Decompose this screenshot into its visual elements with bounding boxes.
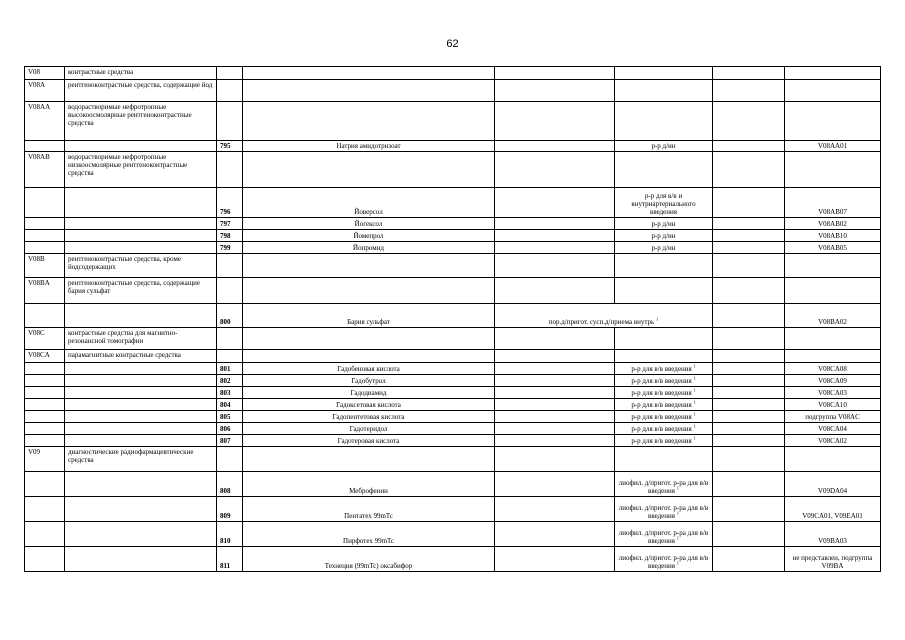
drug-name: Гадодиамид xyxy=(243,387,495,399)
atc-code xyxy=(785,278,881,304)
empty-cell xyxy=(495,497,615,522)
footnote-marker: 1 xyxy=(676,485,679,491)
dosage-form: пор.д/пригот. сусп.д/приема внутрь $^1$ xyxy=(495,304,713,328)
empty-cell xyxy=(713,141,785,152)
drug-name: Гадопентетовая кислота xyxy=(243,411,495,423)
dosage-form: р-р д/ин xyxy=(615,230,713,242)
drug-name xyxy=(243,152,495,188)
drug-name: Технеция (99mTc) оксабифор xyxy=(243,547,495,572)
atc-group-code xyxy=(25,304,65,328)
atc-group-name xyxy=(65,242,217,254)
row-number xyxy=(217,350,243,363)
drug-name xyxy=(243,447,495,472)
atc-code xyxy=(785,102,881,141)
row-number: 809 xyxy=(217,497,243,522)
dosage-form xyxy=(615,102,713,141)
dosage-form: р-р д/ин xyxy=(615,242,713,254)
atc-code: V08CA10 xyxy=(785,399,881,411)
empty-cell xyxy=(495,435,615,447)
row-number xyxy=(217,328,243,350)
atc-group-code xyxy=(25,547,65,572)
atc-group-name: диагностические радиофармацевтические средства xyxy=(65,447,217,472)
dosage-form xyxy=(615,328,713,350)
row-number: 810 xyxy=(217,522,243,547)
drug-name xyxy=(243,102,495,141)
row-number xyxy=(217,67,243,80)
atc-group-name xyxy=(65,387,217,399)
table-row xyxy=(25,242,881,254)
footnote-marker: 1 xyxy=(693,375,696,381)
atc-code xyxy=(785,447,881,472)
row-number xyxy=(217,152,243,188)
empty-cell xyxy=(713,242,785,254)
dosage-form: р-р для в/в введения $^1$ xyxy=(615,423,713,435)
row-number: 804 xyxy=(217,399,243,411)
drug-name: Гадобеновая кислота xyxy=(243,363,495,375)
empty-cell xyxy=(713,218,785,230)
drug-name xyxy=(243,278,495,304)
atc-group-name xyxy=(65,435,217,447)
atc-code: не представлен, подгруппа V09BA xyxy=(785,547,881,572)
table-row xyxy=(25,350,881,363)
empty-cell xyxy=(495,230,615,242)
drug-name xyxy=(243,80,495,102)
atc-group-code xyxy=(25,497,65,522)
footnote-marker: 1 xyxy=(676,535,679,541)
atc-group-name: контрастные средства xyxy=(65,67,217,80)
empty-cell xyxy=(713,67,785,80)
table-row xyxy=(25,522,881,547)
atc-group-name xyxy=(65,497,217,522)
empty-cell xyxy=(495,447,615,472)
empty-cell xyxy=(495,80,615,102)
atc-group-name xyxy=(65,547,217,572)
empty-cell xyxy=(495,472,615,497)
table-row xyxy=(25,152,881,188)
atc-code: V08CA03 xyxy=(785,387,881,399)
atc-code xyxy=(785,152,881,188)
empty-cell xyxy=(713,399,785,411)
atc-code: подгруппа V08AC xyxy=(785,411,881,423)
table-row xyxy=(25,278,881,304)
atc-group-code: V08C xyxy=(25,328,65,350)
table-row xyxy=(25,411,881,423)
empty-cell xyxy=(495,254,615,278)
atc-group-name xyxy=(65,141,217,152)
table-row xyxy=(25,472,881,497)
dosage-form: лиофил. д/пригот. р-ра для в/в введения $^1$ xyxy=(615,522,713,547)
empty-cell xyxy=(495,522,615,547)
atc-group-code xyxy=(25,375,65,387)
dosage-form: р-р для в/в введения $^1$ xyxy=(615,375,713,387)
drug-name: Йопромид xyxy=(243,242,495,254)
atc-group-name xyxy=(65,411,217,423)
empty-cell xyxy=(495,218,615,230)
atc-group-code: V08AA xyxy=(25,102,65,141)
atc-group-code xyxy=(25,242,65,254)
empty-cell xyxy=(713,188,785,218)
atc-group-code xyxy=(25,435,65,447)
empty-cell xyxy=(713,363,785,375)
atc-group-code xyxy=(25,188,65,218)
footnote-marker: 1 xyxy=(655,316,659,322)
atc-code xyxy=(785,350,881,363)
drug-name: Гадотеридол xyxy=(243,423,495,435)
atc-group-code: V09 xyxy=(25,447,65,472)
row-number xyxy=(217,254,243,278)
atc-group-code xyxy=(25,218,65,230)
atc-code: V08BA02 xyxy=(785,304,881,328)
atc-code: V08CA09 xyxy=(785,375,881,387)
atc-group-code: V08B xyxy=(25,254,65,278)
empty-cell xyxy=(495,363,615,375)
row-number xyxy=(217,278,243,304)
drug-name xyxy=(243,350,495,363)
empty-cell xyxy=(713,447,785,472)
dosage-form xyxy=(615,447,713,472)
atc-code: V09BA03 xyxy=(785,522,881,547)
atc-group-name: контрастные средства для магнитно-резонансной томографии xyxy=(65,328,217,350)
drug-name: Гадобутрол xyxy=(243,375,495,387)
dosage-form xyxy=(615,350,713,363)
table-row xyxy=(25,547,881,572)
atc-group-code xyxy=(25,230,65,242)
row-number: 795 xyxy=(217,141,243,152)
atc-code: V08AB02 xyxy=(785,218,881,230)
atc-group-name xyxy=(65,399,217,411)
table-row xyxy=(25,304,881,328)
atc-group-code: V08BA xyxy=(25,278,65,304)
drug-name: Йогексол xyxy=(243,218,495,230)
empty-cell xyxy=(495,399,615,411)
atc-code: V08AB05 xyxy=(785,242,881,254)
table-row xyxy=(25,230,881,242)
dosage-form: р-р для в/в введения $^1$ xyxy=(615,411,713,423)
dosage-form: лиофил. д/пригот. р-ра для в/в введения $^1$ xyxy=(615,472,713,497)
atc-group-code: V08A xyxy=(25,80,65,102)
row-number: 800 xyxy=(217,304,243,328)
atc-group-name xyxy=(65,363,217,375)
dosage-form xyxy=(615,152,713,188)
empty-cell xyxy=(713,350,785,363)
dosage-form xyxy=(615,254,713,278)
atc-group-name: парамагнитные контрастные средства xyxy=(65,350,217,363)
atc-code: V08AB10 xyxy=(785,230,881,242)
atc-code: V08AB07 xyxy=(785,188,881,218)
row-number: 808 xyxy=(217,472,243,497)
atc-group-name xyxy=(65,218,217,230)
row-number: 805 xyxy=(217,411,243,423)
dosage-form xyxy=(615,278,713,304)
empty-cell xyxy=(713,254,785,278)
row-number: 796 xyxy=(217,188,243,218)
atc-group-name xyxy=(65,472,217,497)
drug-name: Бария сульфат xyxy=(243,304,495,328)
table-row xyxy=(25,67,881,80)
table-row xyxy=(25,387,881,399)
row-number xyxy=(217,80,243,102)
atc-group-name xyxy=(65,522,217,547)
empty-cell xyxy=(713,152,785,188)
drug-name: Пентатех 99mTc xyxy=(243,497,495,522)
dosage-form: р-р для в/в введения $^1$ xyxy=(615,435,713,447)
drug-name xyxy=(243,67,495,80)
empty-cell xyxy=(713,423,785,435)
row-number: 807 xyxy=(217,435,243,447)
table-row xyxy=(25,375,881,387)
atc-group-code xyxy=(25,399,65,411)
footnote-marker: 1 xyxy=(676,510,679,516)
drug-name: Меброфенин xyxy=(243,472,495,497)
atc-group-code: V08 xyxy=(25,67,65,80)
table-row xyxy=(25,218,881,230)
dosage-form: р-р для в/в введения $^1$ xyxy=(615,387,713,399)
atc-group-code xyxy=(25,472,65,497)
drug-name: Йомепрол xyxy=(243,230,495,242)
atc-code: V08AA01 xyxy=(785,141,881,152)
empty-cell xyxy=(495,141,615,152)
empty-cell xyxy=(495,328,615,350)
dosage-form: р-р для в/в введения $^1$ xyxy=(615,363,713,375)
footnote-marker: 1 xyxy=(693,399,696,405)
drug-name: Йоверсол xyxy=(243,188,495,218)
empty-cell xyxy=(713,278,785,304)
atc-code xyxy=(785,67,881,80)
empty-cell xyxy=(713,387,785,399)
atc-group-code: V08CA xyxy=(25,350,65,363)
empty-cell xyxy=(713,472,785,497)
dosage-form xyxy=(615,80,713,102)
table-row xyxy=(25,80,881,102)
row-number: 803 xyxy=(217,387,243,399)
atc-group-code xyxy=(25,423,65,435)
atc-group-code: V08AB xyxy=(25,152,65,188)
dosage-form: р-р для в/в введения $^1$ xyxy=(615,399,713,411)
footnote-marker: 1 xyxy=(693,411,696,417)
atc-group-name xyxy=(65,423,217,435)
footnote-marker: 1 xyxy=(693,387,696,393)
atc-code: V09DA04 xyxy=(785,472,881,497)
dosage-form: лиофил. д/пригот. р-ра для в/в введения $^1$ xyxy=(615,497,713,522)
table-row xyxy=(25,188,881,218)
empty-cell xyxy=(495,67,615,80)
footnote-marker: 1 xyxy=(676,560,679,566)
empty-cell xyxy=(713,80,785,102)
empty-cell xyxy=(495,387,615,399)
empty-cell xyxy=(495,423,615,435)
atc-group-name xyxy=(65,188,217,218)
atc-group-code xyxy=(25,522,65,547)
row-number xyxy=(217,102,243,141)
row-number: 802 xyxy=(217,375,243,387)
row-number: 799 xyxy=(217,242,243,254)
empty-cell xyxy=(495,278,615,304)
empty-cell xyxy=(713,230,785,242)
table-row xyxy=(25,141,881,152)
table-row xyxy=(25,102,881,141)
footnote-marker: 1 xyxy=(693,435,696,441)
empty-cell xyxy=(495,242,615,254)
atc-group-name xyxy=(65,230,217,242)
atc-group-name: водорастворимые нефротропные низкоосмолярные рентгеноконтрастные средства xyxy=(65,152,217,188)
atc-group-name: рентгеноконтрастные средства, содержащие йод xyxy=(65,80,217,102)
footnote-marker: 1 xyxy=(693,363,696,369)
atc-code xyxy=(785,254,881,278)
page-number: 62 xyxy=(446,38,459,50)
empty-cell xyxy=(713,435,785,447)
atc-group-name: рентгеноконтрастные средства, кроме йодсодержащих xyxy=(65,254,217,278)
atc-code: V09CA01, V09EA01 xyxy=(785,497,881,522)
dosage-form: р-р для в/в и внутриартериального введения xyxy=(615,188,713,218)
empty-cell xyxy=(713,304,785,328)
empty-cell xyxy=(713,411,785,423)
table-row xyxy=(25,254,881,278)
atc-code: V08CA04 xyxy=(785,423,881,435)
table-row xyxy=(25,497,881,522)
drug-name: Пирфотех 99mTc xyxy=(243,522,495,547)
atc-code xyxy=(785,328,881,350)
empty-cell xyxy=(495,350,615,363)
footnote-marker: 1 xyxy=(693,423,696,429)
atc-group-code xyxy=(25,411,65,423)
dosage-form: р-р д/ин xyxy=(615,218,713,230)
empty-cell xyxy=(713,328,785,350)
empty-cell xyxy=(713,547,785,572)
table-row xyxy=(25,423,881,435)
drug-name: Натрия амидотризоат xyxy=(243,141,495,152)
atc-group-name: водорастворимые нефротропные высокоосмолярные рентгеноконтрастные средства xyxy=(65,102,217,141)
atc-code: V08CA08 xyxy=(785,363,881,375)
row-number: 798 xyxy=(217,230,243,242)
table-row xyxy=(25,399,881,411)
empty-cell xyxy=(713,375,785,387)
atc-group-code xyxy=(25,141,65,152)
drug-name xyxy=(243,254,495,278)
row-number xyxy=(217,447,243,472)
table-row xyxy=(25,363,881,375)
atc-code: V08CA02 xyxy=(785,435,881,447)
empty-cell xyxy=(495,411,615,423)
dosage-form: р-р д/ин xyxy=(615,141,713,152)
atc-group-code xyxy=(25,387,65,399)
drug-name: Гадотеровая кислота xyxy=(243,435,495,447)
atc-group-name xyxy=(65,304,217,328)
atc-group-code xyxy=(25,363,65,375)
row-number: 806 xyxy=(217,423,243,435)
empty-cell xyxy=(495,188,615,218)
atc-code xyxy=(785,80,881,102)
table-row xyxy=(25,328,881,350)
row-number: 811 xyxy=(217,547,243,572)
empty-cell xyxy=(713,522,785,547)
drug-name: Гадоксетовая кислота xyxy=(243,399,495,411)
empty-cell xyxy=(713,102,785,141)
table-row xyxy=(25,447,881,472)
drug-name xyxy=(243,328,495,350)
table-row xyxy=(25,435,881,447)
empty-cell xyxy=(495,375,615,387)
empty-cell xyxy=(495,102,615,141)
empty-cell xyxy=(495,152,615,188)
row-number: 797 xyxy=(217,218,243,230)
dosage-form xyxy=(615,67,713,80)
empty-cell xyxy=(495,547,615,572)
atc-group-name: рентгеноконтрастные средства, содержащие бария сульфат xyxy=(65,278,217,304)
row-number: 801 xyxy=(217,363,243,375)
atc-group-name xyxy=(65,375,217,387)
empty-cell xyxy=(713,497,785,522)
drug-table xyxy=(24,66,881,572)
dosage-form: лиофил. д/пригот. р-ра для в/в введения $^1$ xyxy=(615,547,713,572)
